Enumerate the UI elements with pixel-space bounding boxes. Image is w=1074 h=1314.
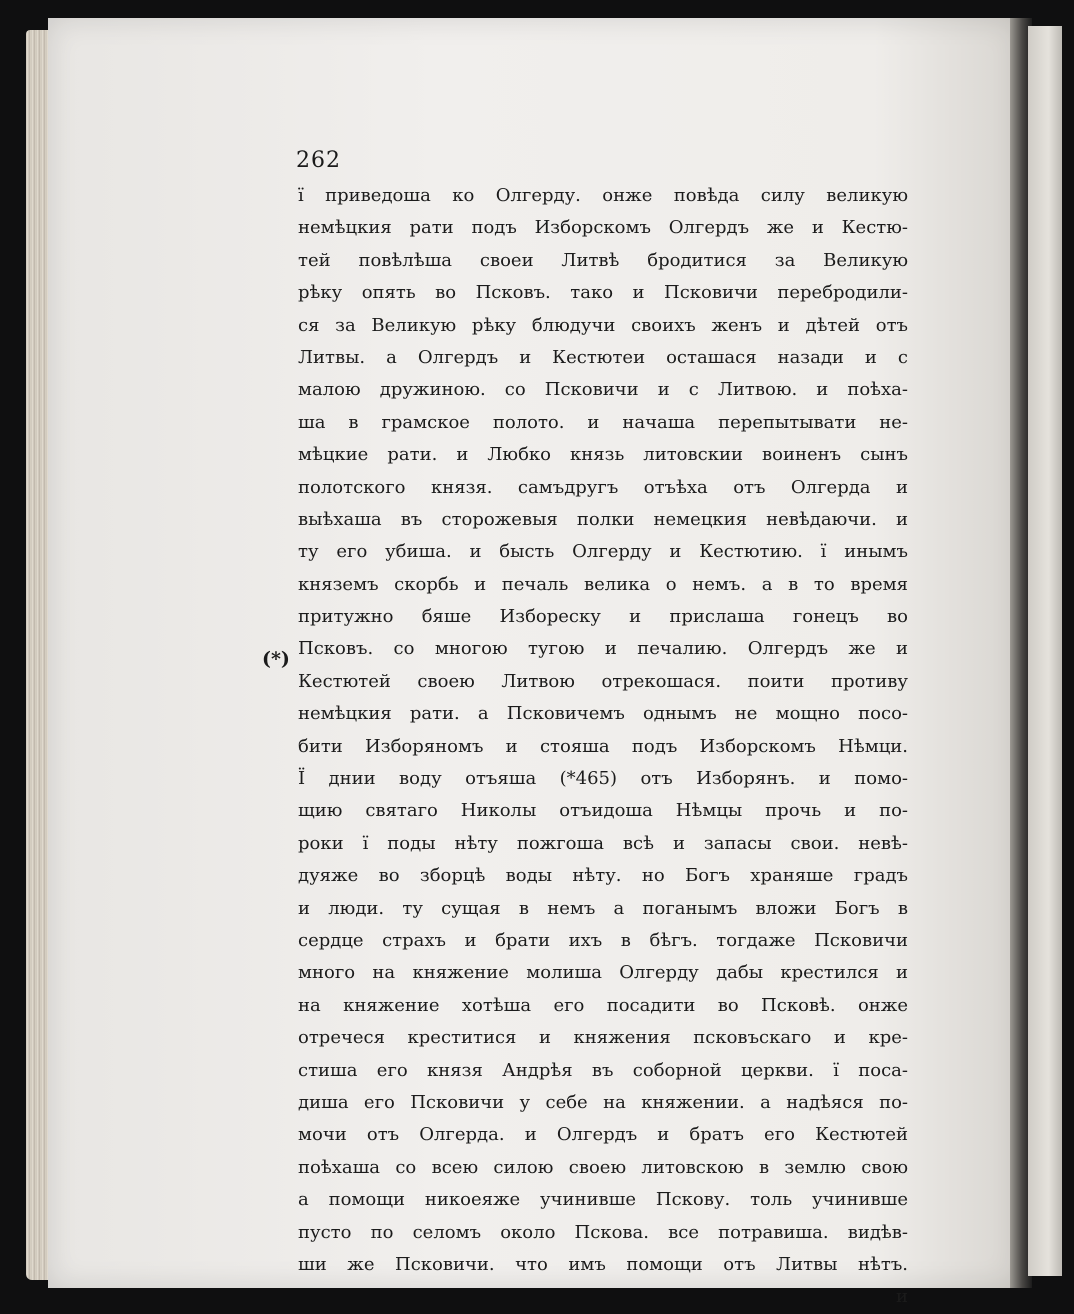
text-line: Литвы. а Олгердъ и Кестютеи осташася назади и с xyxy=(298,346,908,368)
text-line: полотского князя. самъдругъ отъѣха отъ Олгерда и xyxy=(298,476,908,498)
text-line: немѣцкия рати подъ Изборскомъ Олгердъ же и Кестю- xyxy=(298,217,908,239)
text-line: мѣцкие рати. и Любко князь литовскии воиненъ сынъ xyxy=(298,444,908,466)
text-line: выѣхаша въ сторожевыя полки немецкия невѣдаючи. и xyxy=(298,508,908,530)
text-line: ї приведоша ко Олгерду. онже повѣда силу великую xyxy=(298,185,908,206)
text-line: щию святаго Николы отъидоша Нѣмцы прочь и по- xyxy=(298,800,908,822)
page-number: 262 xyxy=(296,148,341,173)
text-line: стиша его князя Андрѣя въ соборной церкви. ї поса- xyxy=(298,1059,908,1081)
text-line: притужно бяше Избореску и прислаша гонецъ во xyxy=(298,606,908,628)
text-line: рѣку опять во Псковъ. тако и Псковичи перебродили- xyxy=(298,282,908,304)
text-line: ся за Великую рѣку блюдучи своихъ женъ и дѣтей отъ xyxy=(298,314,908,336)
text-line: мочи отъ Олгерда. и Олгердъ и братъ его Кестютей xyxy=(298,1124,908,1146)
text-line: ши же Псковичи. что имъ помощи отъ Литвы нѣтъ. xyxy=(298,1253,908,1275)
catchword: и xyxy=(896,1286,908,1308)
text-line: ту его убиша. и бысть Олгерду и Кестютию. ї инымъ xyxy=(298,541,908,563)
text-line: поѣхаша со всею силою своею литовскою в землю свою xyxy=(298,1156,908,1178)
text-line: а помощи никоеяже учинивше Пскову. толь учинивше xyxy=(298,1189,908,1211)
text-line: диша его Псковичи у себе на княжении. а надѣяся по- xyxy=(298,1091,908,1113)
text-block xyxy=(298,180,908,1314)
text-line: бити Изборяномъ и стояша подъ Изборскомъ Нѣмци. xyxy=(298,735,908,757)
text-line: тей повѣлѣша своеи Литвѣ бродитися за Великую xyxy=(298,249,908,271)
text-line: малою дружиною. со Псковичи и с Литвою. и поѣха- xyxy=(298,379,908,401)
text-line: Псковъ. со многою тугою и печалию. Олгердъ же и xyxy=(298,638,908,660)
facing-page-edge xyxy=(1028,26,1062,1276)
text-line: и люди. ту сущая в немъ а поганымъ вложи Богъ в xyxy=(298,897,908,919)
text-line: на княжение хотѣша его посадити во Псковѣ. онже xyxy=(298,994,908,1016)
text-line: княземъ скорбь и печаль велика о немъ. а в то время xyxy=(298,573,908,595)
text-line: сердце страхъ и брати ихъ в бѣгъ. тогдаже Псковичи xyxy=(298,929,908,951)
text-line: ша в грамское полото. и начаша перепытывати не- xyxy=(298,411,908,433)
text-line: отречеся креститися и княжения псковъскаго и кре- xyxy=(298,1027,908,1049)
text-line: роки ї поды нѣту пожгоша всѣ и запасы свои. невѣ- xyxy=(298,832,908,854)
text-line: Ї днии воду отъяша (*465) отъ Изборянъ. и помо- xyxy=(298,768,908,790)
text-line: пусто по селомъ около Пскова. все потравиша. видѣв- xyxy=(298,1221,908,1243)
text-line: много на княжение молиша Олгерду дабы крестился и xyxy=(298,962,908,984)
text-line: дуяже во зборцѣ воды нѣту. но Богъ храняше градъ xyxy=(298,865,908,887)
margin-note: (*) xyxy=(262,648,290,670)
text-line: немѣцкия рати. а Псковичемъ однымъ не мощно посо- xyxy=(298,703,908,725)
text-line: Кестютей своею Литвою отрекошася. поити противу xyxy=(298,670,908,692)
